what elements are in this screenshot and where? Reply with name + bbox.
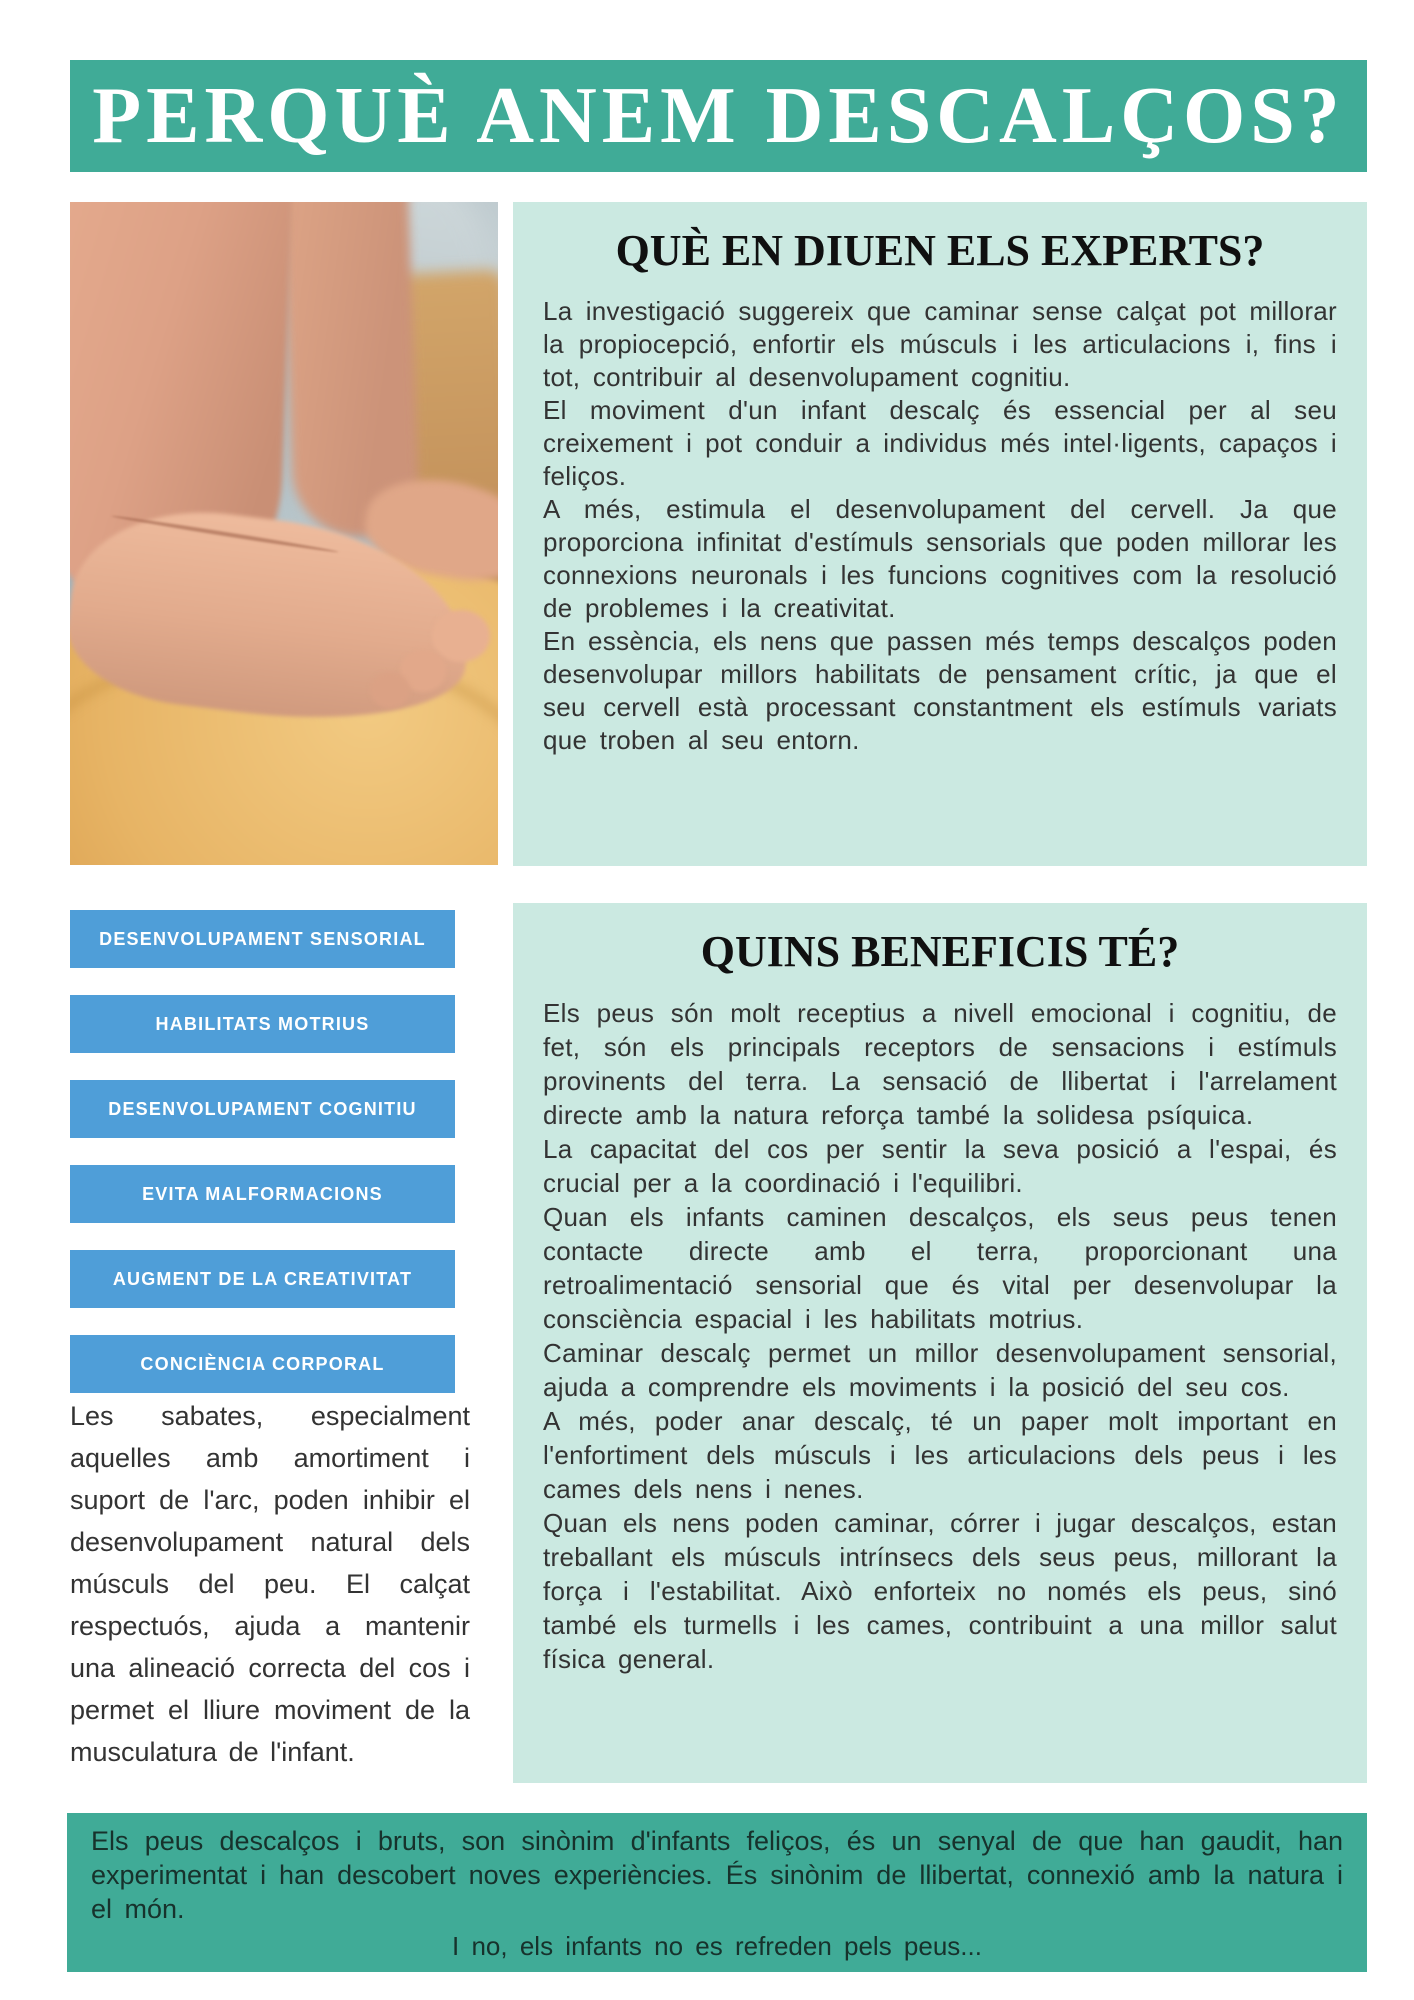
photo-toe [370,672,410,708]
benefit-tags-list [70,910,455,1420]
footer-tagline: I no, els infants no es refreden pels peus... [452,1931,982,1961]
baby-feet-photo [70,202,498,865]
benefits-paragraph: Caminar descalç permet un millor desenvolupament sensorial, ajuda a comprendre els moviments i la posició del seu cos. [543,1337,1337,1402]
experts-paragraph: A més, estimula el desenvolupament del cervell. Ja que proporciona infinitat d'estímuls sensorials que poden millorar les connexions neuronals i les funcions cognitives com la resolució de problemes i la creativitat. [543,493,1337,623]
experts-heading: QUÈ EN DIUEN ELS EXPERTS? [615,226,1265,275]
benefits-heading: QUINS BENEFICIS TÉ? [700,927,1180,976]
shoes-paragraph: Les sabates, especialment aquelles amb amortiment i suport de l'arc, poden inhibir el desenvolupament natural dels músculs del peu. El calçat respectuós, ajuda a mantenir una alineació correcta del cos i permet el lliure moviment de la musculatura de l'infant. [70,1401,470,1767]
benefit-tag-sensorial: DESENVOLUPAMENT SENSORIAL [70,910,455,968]
benefits-paragraph: Quan els nens poden caminar, córrer i jugar descalços, estan treballant els músculs intrínsecs dels seus peus, millorant la força i l'estabilitat. Això enforteix no només els peus, sinó també els turmells i les cames, contribuint a una millor salut física general. [543,1507,1337,1674]
poster-title: PERQUÈ ANEM DESCALÇOS? [92,72,1345,160]
experts-paragraph: El moviment d'un infant descalç és essencial per al seu creixement i pot conduir a individus més intel·ligents, capaços i feliços. [543,394,1337,491]
benefits-paragraph: La capacitat del cos per sentir la seva posició a l'espai, és crucial per a la coordinació i l'equilibri. [543,1133,1337,1198]
benefits-paragraph: Els peus són molt receptius a nivell emocional i cognitiu, de fet, són els principals receptors de sensacions i estímuls provinents del terra. La sensació de llibertat i l'arrelament directe amb la natura reforça també la solidesa psíquica. [543,997,1337,1130]
footer-banner [67,1813,1367,1972]
benefit-tag-creativitat: AUGMENT DE LA CREATIVITAT [70,1250,455,1308]
title-banner [70,60,1367,172]
benefits-paragraph: A més, poder anar descalç, té un paper molt important en l'enfortiment dels músculs i les articulacions dels peus i les cames dels nens i nenes. [543,1405,1337,1504]
benefits-section [513,903,1367,1783]
experts-paragraph: En essència, els nens que passen més temps descalços poden desenvolupar millors habilitats de pensament crític, ja que el seu cervell està processant constantment els estímuls variats que troben al seu entorn. [543,625,1337,755]
benefits-paragraph: Quan els infants caminen descalços, els seus peus tenen contacte directe amb el terra, proporcionant una retroalimentació sensorial que és vital per desenvolupar la consciència espacial i les habilitats motrius. [543,1201,1337,1334]
benefit-tag-cognitiu: DESENVOLUPAMENT COGNITIU [70,1080,455,1138]
benefit-tag-malformacions: EVITA MALFORMACIONS [70,1165,455,1223]
footer-paragraph: Els peus descalços i bruts, son sinònim d'infants feliços, és un senyal de que han gaudit, han experimentat i han descobert noves experiències. És sinònim de llibertat, connexió amb la natura i el món. [91,1826,1343,1924]
experts-paragraph: La investigació suggereix que caminar sense calçat pot millorar la propiocepció, enfortir els músculs i les articulacions i, fins i tot, contribuir al desenvolupament cognitiu. [543,295,1337,392]
benefit-tag-corporal: CONCIÈNCIA CORPORAL [70,1335,455,1393]
benefit-tag-motrius: HABILITATS MOTRIUS [70,995,455,1053]
experts-section [513,202,1367,866]
photo-toe [432,610,490,662]
